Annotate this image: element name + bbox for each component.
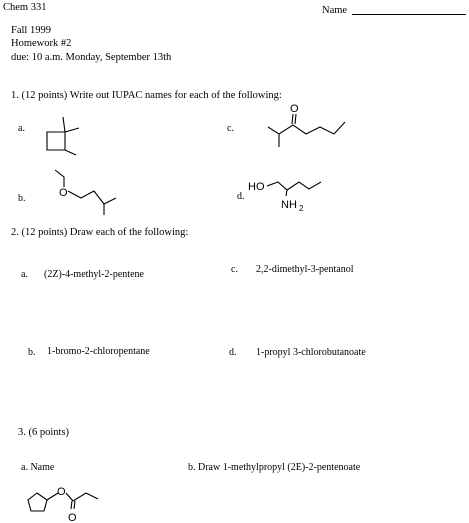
q2-b-label: b. [28, 347, 36, 358]
q1-prompt: 1. (12 points) Write out IUPAC names for each of the following: [11, 90, 282, 101]
q1-a-label: a. [18, 123, 25, 134]
q2-prompt: 2. (12 points) Draw each of the following: [11, 227, 189, 238]
q3-oxygen-ester: O [57, 486, 66, 498]
q3-oxygen-carbonyl: O [68, 512, 77, 523]
q1-c-oxygen: O [290, 103, 299, 115]
q1-b-oxygen: O [59, 187, 68, 199]
name-blank-line[interactable] [352, 14, 466, 15]
q1-c-label: c. [227, 123, 234, 134]
due-date: due: 10 a.m. Monday, September 13th [11, 52, 172, 63]
q1-a-structure [44, 114, 84, 159]
course-title: Chem 331 [3, 2, 47, 13]
q1-c-structure [265, 103, 350, 153]
q1-b-label: b. [18, 193, 26, 204]
q2-c-label: c. [231, 264, 238, 275]
term: Fall 1999 [11, 25, 51, 36]
q3-prompt: 3. (6 points) [18, 427, 70, 438]
q1-d-amine-subscript: 2 [299, 204, 304, 213]
q3-a-text: a. Name [21, 462, 55, 473]
q1-d-amine: NH [281, 199, 297, 211]
q2-a-text: (2Z)-4-methyl-2-pentene [44, 269, 144, 280]
q2-c-text: 2,2-dimethyl-3-pentanol [256, 264, 354, 275]
q2-a-label: a. [21, 269, 28, 280]
name-label: Name [322, 5, 348, 16]
q1-d-label: d. [237, 191, 245, 202]
q3-b-text: b. Draw 1-methylpropyl (2E)-2-pentenoate [188, 462, 361, 473]
q2-d-label: d. [229, 347, 237, 358]
assignment: Homework #2 [11, 38, 72, 49]
q2-b-text: 1-bromo-2-chloropentane [47, 346, 150, 357]
q1-d-hydroxyl: HO [248, 181, 265, 193]
q1-d-structure [248, 176, 348, 216]
q1-b-structure [44, 167, 124, 217]
q2-d-text: 1-propyl 3-chlorobutanoate [256, 347, 366, 358]
q3-a-structure [26, 481, 106, 523]
